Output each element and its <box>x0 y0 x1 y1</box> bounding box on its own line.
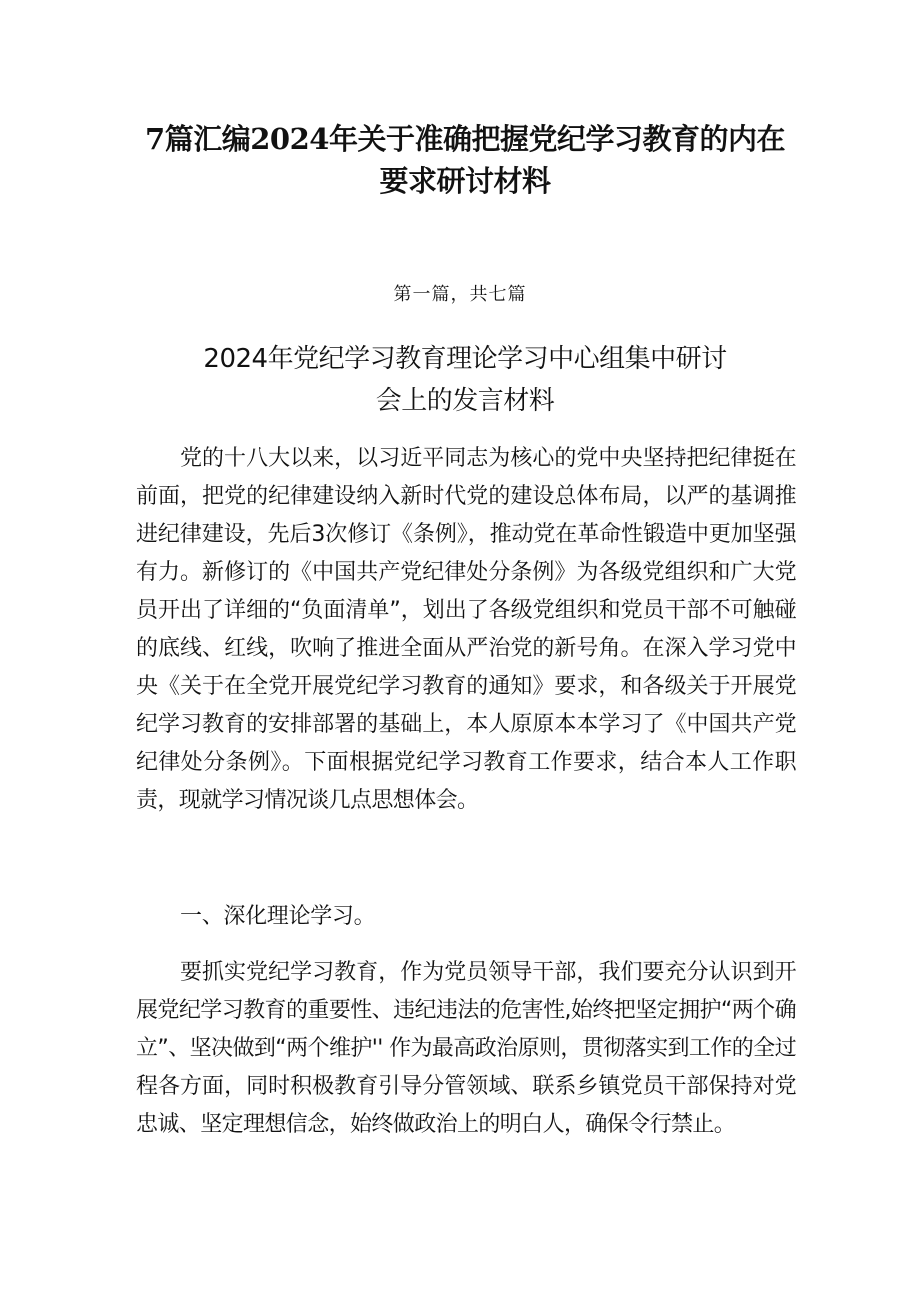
document-title-line-1: 7篇汇编2024年关于准确把握党纪学习教育的内在 <box>145 122 785 156</box>
document-title-line-2: 要求研讨材料 <box>379 164 551 198</box>
section-title-line-1: 2024年党纪学习教育理论学习中心组集中研讨 <box>203 344 727 374</box>
body-paragraph-1: 党的十八大以来，以习近平同志为核心的党中央坚持把纪律挺在前面，把党的纪律建设纳入新时代党的建设总体布局，以严的基调推进纪律建设，先后3次修订《条例》，推动党在革命性锻造中更加坚强有力。新修订的《中国共产党纪律处分条例》为各级党组织和广大党员开出了详细的“负面清单”，划出了各级党组织和党员干部不可触碰的底线、红线，吹响了推进全面从严治党的新号角。在深入学习党中央《关于在全党开展党纪学习教育的通知》要求，和各级关于开展党纪学习教育的安排部署的基础上，本人原原本本学习了《中国共产党纪律处分条例》。下面根据党纪学习教育工作要求，结合本人工作职责，现就学习情况谈几点思想体会。 <box>136 446 796 813</box>
section-title-line-2: 会上的发言材料 <box>375 386 555 416</box>
body-paragraph-2: 要抓实党纪学习教育，作为党员领导干部，我们要充分认识到开展党纪学习教育的重要性、违纪违法的危害性,始终把坚定拥护“两个确立”、坚决做到“两个维护'' 作为最高政治原则，贯彻落实到工作的全过程各方面，同时积极教育引导分管领域、联系乡镇党员干部保持对党忠诚、坚定理想信念，始终做政治上的明白人，确保令行禁止。 <box>136 960 796 1137</box>
section-title <box>170 338 760 422</box>
section-label: 第一篇，共七篇 <box>393 284 527 305</box>
section-heading-1: 一、深化理论学习。 <box>180 904 376 929</box>
document-title <box>120 118 810 202</box>
